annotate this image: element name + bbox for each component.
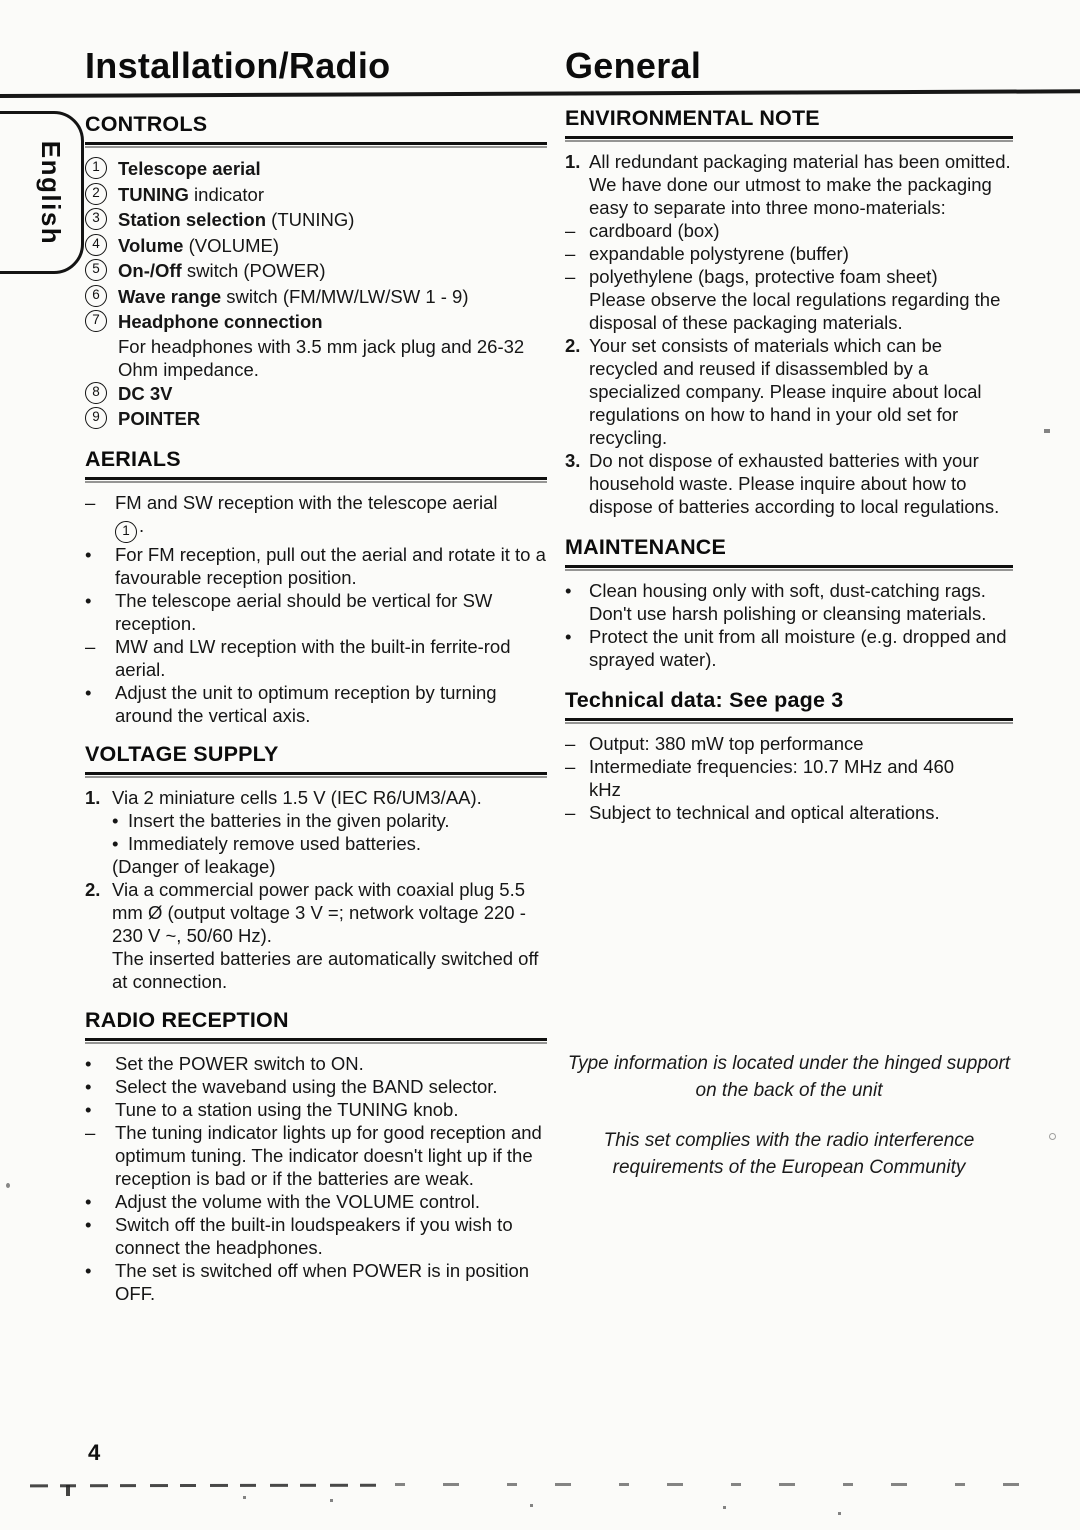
list-item-text: Protect the unit from all moisture (e.g. dropped and sprayed water).	[589, 626, 1007, 670]
continuation-text: (Danger of leakage)	[112, 855, 276, 877]
aerials-heading: AERIALS	[85, 447, 547, 480]
bullet-marker: •	[85, 1213, 92, 1235]
list-item	[85, 491, 547, 543]
bullet-marker: •	[565, 580, 572, 601]
maintenance-heading: MAINTENANCE	[565, 535, 1013, 568]
control-item	[85, 156, 547, 182]
circled-number-badge: 8	[85, 382, 107, 404]
list-item	[565, 219, 1013, 242]
control-item-label: Station selection (TUNING)	[118, 209, 355, 230]
dash-marker: –	[565, 802, 576, 823]
list-item-text: expandable polystyrene (buffer)	[589, 243, 849, 264]
control-item	[85, 381, 547, 407]
list-item-text: The set is switched off when POWER is in position OFF.	[115, 1259, 530, 1304]
numbered-item-text: Via a commercial power pack with coaxial plug 5.5 mm Ø (output voltage 3 V =; network voltage 220 - 230 V ~, 50/60 Hz).	[112, 878, 526, 946]
list-item	[85, 543, 547, 589]
bullet-marker: •	[112, 832, 119, 854]
list-item	[85, 1052, 547, 1075]
list-item-text: Switch off the built-in loudspeakers if you wish to connect the headphones.	[115, 1213, 513, 1258]
header-rule	[0, 89, 1080, 98]
circled-number-badge: 9	[85, 407, 107, 429]
control-item	[85, 284, 547, 310]
control-item	[85, 207, 547, 233]
list-item	[565, 242, 1013, 265]
control-item-description: For headphones with 3.5 mm jack plug and 26-32 Ohm impedance.	[118, 335, 525, 380]
control-item	[85, 406, 547, 432]
list-item-text: Select the waveband using the BAND selector.	[115, 1075, 498, 1097]
list-item	[85, 1259, 547, 1305]
control-item-label: POINTER	[118, 408, 201, 429]
numbered-item	[565, 334, 1013, 449]
dash-marker: –	[565, 756, 576, 777]
bullet-marker: •	[565, 626, 572, 647]
scan-artifact-speck	[243, 1496, 246, 1499]
list-item-text: Tune to a station using the TUNING knob.	[115, 1098, 459, 1120]
numbered-item	[85, 786, 547, 809]
control-item-label: Telescope aerial	[118, 158, 261, 179]
section-environmental-note	[565, 106, 1013, 518]
list-item-text: Adjust the volume with the VOLUME control.	[115, 1190, 481, 1212]
circled-number-badge: 3	[85, 208, 107, 230]
scan-artifact-speck	[1049, 1133, 1056, 1140]
control-item-label: TUNING indicator	[118, 183, 264, 205]
list-item	[85, 1098, 547, 1121]
section-radio-reception	[85, 1008, 547, 1305]
control-item-label: On-/Off switch (POWER)	[118, 260, 326, 281]
environmental-note-heading: ENVIRONMENTAL NOTE	[565, 106, 1013, 139]
bullet-marker: •	[85, 1259, 92, 1281]
control-item	[85, 233, 547, 259]
note-paragraph-compliance: This set complies with the radio interference requirements of the European Community	[603, 1130, 975, 1178]
numbered-item	[565, 449, 1013, 518]
list-item	[85, 1213, 547, 1259]
dash-marker: –	[85, 491, 96, 513]
sub-bullet-text: Immediately remove used batteries.	[128, 832, 422, 854]
sub-bullet-item	[85, 809, 547, 832]
bullet-marker: •	[85, 1052, 92, 1074]
numbered-item-text: Via 2 miniature cells 1.5 V (IEC R6/UM3/AA).	[112, 786, 482, 808]
list-item-text: polyethylene (bags, protective foam sheet)	[589, 266, 938, 287]
circled-number-badge: 5	[85, 259, 107, 281]
continuation-text: The inserted batteries are automatically switched off at connection.	[112, 947, 539, 992]
dash-marker: –	[85, 635, 96, 657]
radio-reception-heading: RADIO RECEPTION	[85, 1008, 547, 1041]
numbered-item	[565, 150, 1013, 219]
bullet-marker: •	[85, 589, 92, 611]
circled-number-badge: 4	[85, 234, 107, 256]
control-item	[85, 258, 547, 284]
list-item-text: cardboard (box)	[589, 220, 720, 241]
section-voltage-supply	[85, 742, 547, 993]
list-item-text: Set the POWER switch to ON.	[115, 1052, 364, 1074]
control-item-label: Wave range switch (FM/MW/LW/SW 1 - 9)	[118, 285, 469, 307]
section-aerials	[85, 447, 547, 727]
page-title-installation-radio: Installation/Radio	[85, 45, 391, 86]
controls-heading: CONTROLS	[85, 112, 547, 145]
list-item	[85, 681, 547, 727]
sub-bullet-item	[85, 832, 547, 855]
scan-artifact-dashed-line	[395, 1483, 1050, 1486]
list-item-text: FM and SW reception with the telescope aerial 1 .	[115, 491, 547, 543]
bullet-marker: •	[85, 681, 92, 703]
bullet-marker: •	[85, 543, 92, 565]
dash-marker: –	[565, 220, 576, 241]
circled-number-badge: 7	[85, 310, 107, 332]
item-number: 2.	[565, 335, 581, 356]
list-item-text: The tuning indicator lights up for good reception and optimum tuning. The indicator doesn't light up if the reception is bad or if the batteries are weak.	[115, 1121, 542, 1189]
bullet-marker: •	[85, 1075, 92, 1097]
list-item-text: The telescope aerial should be vertical for SW reception.	[115, 589, 493, 634]
bullet-marker: •	[112, 809, 119, 831]
numbered-item-text: Your set consists of materials which can be recycled and reused if disassembled by a specialized company. Please inquire about local regulations on how to hand in your old set for recycling.	[589, 335, 982, 448]
list-item	[85, 589, 547, 635]
section-technical-data	[565, 688, 1013, 824]
list-item	[85, 635, 547, 681]
right-column	[565, 106, 1013, 1181]
section-controls	[85, 112, 547, 432]
dash-marker: –	[85, 1121, 96, 1143]
list-item-text: For FM reception, pull out the aerial and rotate it to a favourable reception position.	[115, 543, 546, 588]
circled-number-badge: 6	[85, 285, 107, 307]
circled-number-badge: 2	[85, 183, 107, 205]
scan-artifact-speck	[6, 1183, 10, 1188]
scan-artifact-dashed-line	[30, 1484, 390, 1488]
list-item	[565, 579, 1013, 602]
item-number: 1.	[85, 786, 101, 808]
control-item-label: DC 3V	[118, 382, 173, 404]
numbered-item-text: All redundant packaging material has been omitted. We have done our utmost to make the packaging easy to separate into three mono-materials:	[589, 151, 1011, 218]
numbered-item-text: Do not dispose of exhausted batteries with your household waste. Please inquire about how to dispose of batteries according to local regulations.	[589, 450, 1000, 517]
continuation-text: Please observe the local regulations regarding the disposal of these packaging materials.	[589, 289, 1001, 333]
section-maintenance	[565, 535, 1013, 671]
list-item-text: Subject to technical and optical alterations.	[589, 802, 940, 823]
language-tab-label: English	[36, 140, 66, 245]
dash-marker: –	[565, 733, 576, 754]
dash-marker: –	[565, 243, 576, 264]
scan-artifact-speck	[723, 1506, 726, 1509]
list-item	[85, 1121, 547, 1190]
list-item	[565, 265, 1013, 288]
scan-artifact-speck	[838, 1512, 841, 1515]
scan-artifact-tick	[66, 1485, 70, 1496]
control-item	[85, 309, 547, 335]
item-number: 3.	[565, 450, 581, 471]
control-item	[85, 182, 547, 208]
language-tab	[0, 111, 84, 274]
voltage-supply-heading: VOLTAGE SUPPLY	[85, 742, 547, 775]
bullet-marker: •	[85, 1098, 92, 1120]
scan-artifact-speck	[530, 1504, 533, 1507]
item-number: 1.	[565, 151, 581, 172]
list-item	[565, 755, 1013, 801]
dash-marker: –	[565, 266, 576, 287]
scan-artifact-speck	[1044, 429, 1050, 433]
numbered-item	[85, 878, 547, 947]
list-item	[85, 1190, 547, 1213]
note-paragraph-type-information: Type information is located under the hinged support on the back of the unit	[567, 1053, 1011, 1101]
bullet-marker: •	[85, 1190, 92, 1212]
continuation-text: Don't use harsh polishing or cleansing materials.	[589, 603, 987, 624]
control-item-label: Volume (VOLUME)	[118, 234, 280, 256]
page-title-general: General	[565, 45, 702, 86]
circled-number-badge: 1	[85, 157, 107, 179]
sub-bullet-text: Insert the batteries in the given polarity.	[128, 809, 450, 831]
left-column	[85, 112, 547, 1305]
list-item-text: Intermediate frequencies: 10.7 MHz and 460 kHz	[589, 756, 955, 800]
circled-number-badge: 1	[115, 521, 137, 543]
list-item	[565, 625, 1013, 671]
list-item-text: MW and LW reception with the built-in ferrite-rod aerial.	[115, 635, 511, 680]
list-item	[565, 732, 1013, 755]
control-item-label: Headphone connection	[118, 311, 323, 332]
list-item-text: Clean housing only with soft, dust-catching rags.	[589, 580, 986, 601]
scan-artifact-speck	[330, 1499, 333, 1502]
list-item	[85, 1075, 547, 1098]
list-item	[565, 801, 1013, 824]
technical-data-heading: Technical data: See page 3	[565, 688, 1013, 721]
page-number: 4	[88, 1440, 101, 1465]
list-item-text: Output: 380 mW top performance	[589, 733, 864, 754]
list-item-text: Adjust the unit to optimum reception by turning around the vertical axis.	[115, 681, 497, 726]
item-number: 2.	[85, 878, 101, 900]
